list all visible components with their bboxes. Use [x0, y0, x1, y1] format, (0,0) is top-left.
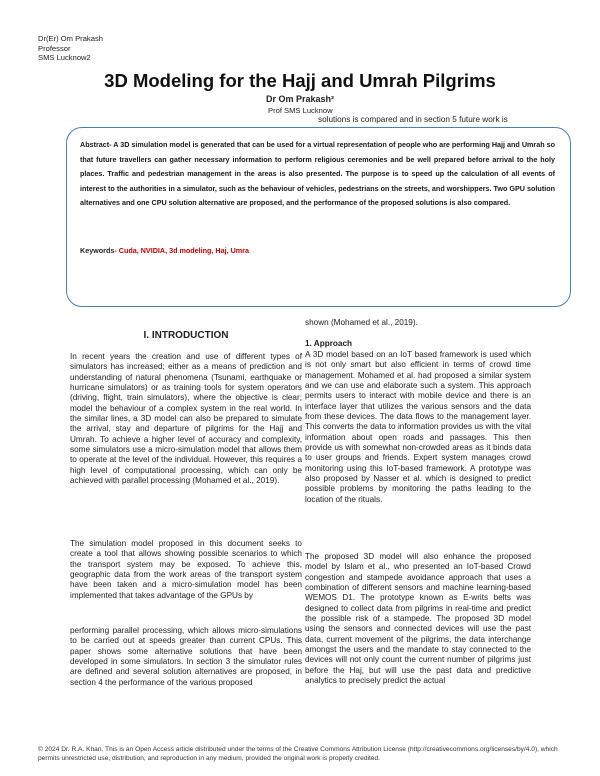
intro-paragraph-2: The simulation model proposed in this document seeks to create a tool that allows showing possible scenarios to which the transport system may be exposed. To achieve this, geographic data from the work areas of the transport system have been taken and a micro-simulation model has been implemented that takes advantage of the GPUs by	[70, 539, 302, 600]
overflow-text-top: solutions is compared and in section 5 future work is	[318, 115, 508, 124]
approach-paragraph-1: A 3D model based on an IoT based framework is used which is not only smart but also efficient in terms of crowd time management. Mohamed et al. had proposed a similar system and we can use and elaborate such a system. This approach permits users to interact with mobile device and there is an interface layer that utilizes the various sensors and the data from these devices. The data flows to the management layer. This converts the data to information provides us with the vital information about open roads and passages. This then provide us with somewhat non-crowded areas as it binds data to user groups and friends. Expert system manages crowd monitoring using this IoT-based framework. A prototype was also proposed by Nasser et al. which is designed to predict possible problems by monitoring the paths leading to the location of the rituals.	[305, 350, 531, 504]
license-footer: © 2024 Dr. R.A. Khan. This is an Open Access article distributed under the terms of the Creative Commons Attribution License (http://creativecommons.org/licenses/by/4.0), which permits unrestricted use, distribution, and reproduction in any medium, provided the original work is properly credited.	[38, 746, 558, 762]
abstract-text: Abstract- A 3D simulation model is generated that can be used for a virtual representation of people who are performing Hajj and Umrah so that future travellers can gather necessary information to perform religious ceremonies and be well prepared before arrival to the holy places. Traffic and pedestrian management in the areas is also presented. The purpose is to speed up the calculation of all events of interest to the authorities in a simulator, such as the behaviour of vehicles, pedestrians on the streets, and worshippers. Two GPU solution alternatives and one CPU solution alternative are proposed, and the performance of the proposed solutions is also compared.	[80, 140, 555, 208]
subsection-heading-approach: 1. Approach	[305, 339, 353, 348]
paper-title: 3D Modeling for the Hajj and Umrah Pilgrims	[104, 70, 496, 91]
author-affiliation: Prof SMS Lucknow	[268, 106, 333, 115]
header-position: Professor	[38, 43, 71, 53]
approach-paragraph-2: The proposed 3D model will also enhance the proposed model by Islam et al., who presented an IoT-based Crowd congestion and stampede avoidance approach that uses a combination of different sensors and machine learning-based WEMOS D1. The prototype known as E-writs belts was designed to collect data from pilgrims in real-time and predict the possible risk of a stampede. The proposed 3D model using the sensors and connected devices will use the past data, current movement of the pilgrims, the data interchange amongst the users and the mandate to stay connected to the devices will not only count the current number of pilgrims just before the Haj, but will use the past data and predictive analytics to precisely predict the actual	[305, 552, 531, 686]
intro-paragraph-1: In recent years the creation and use of different types of simulators has increased; either as a means of prediction and understanding of natural phenomena (Tsunami, earthquake or hurricane simulators) or as training tools for system operators (driving, flight, train simulators), where the objective is clear; model the behaviour of a complex system in the real world. In the similar lines, a 3D model can also be prepared to simulate the arrival, stay and departure of pilgrims for the Hajj and Umrah. To achieve a higher level of accuracy and complexity, some simulators use a micro-simulation model that allows them to operate at the level of the individual. However, this requires a high level of computational processing, which can only be achieved with parallel processing (Mohamed et al., 2019).	[70, 352, 302, 486]
author-name: Dr Om Prakash²	[265, 94, 335, 104]
header-institution: SMS Lucknow2	[38, 53, 91, 63]
intro-paragraph-3: performing parallel processing, which allows micro-simulations to be carried out at speeds greater than current CPUs. This paper shows some alternative solutions that have been developed in some simulators. In section 3 the simulator rules are defined and several solution alternatives are proposed, in section 4 the performance of the various proposed	[70, 626, 302, 687]
right-continued-text: shown (Mohamed et al., 2019).	[305, 318, 418, 327]
header-name: Dr(Er) Om Prakash	[38, 34, 103, 43]
keywords-label: Keywords-	[80, 246, 117, 255]
header-author-block	[38, 34, 103, 63]
keywords-values: Cuda, NVIDIA, 3d modeling, Haj, Umra	[118, 246, 249, 255]
section-heading-introduction: I. INTRODUCTION	[143, 330, 229, 341]
keywords	[80, 246, 249, 255]
